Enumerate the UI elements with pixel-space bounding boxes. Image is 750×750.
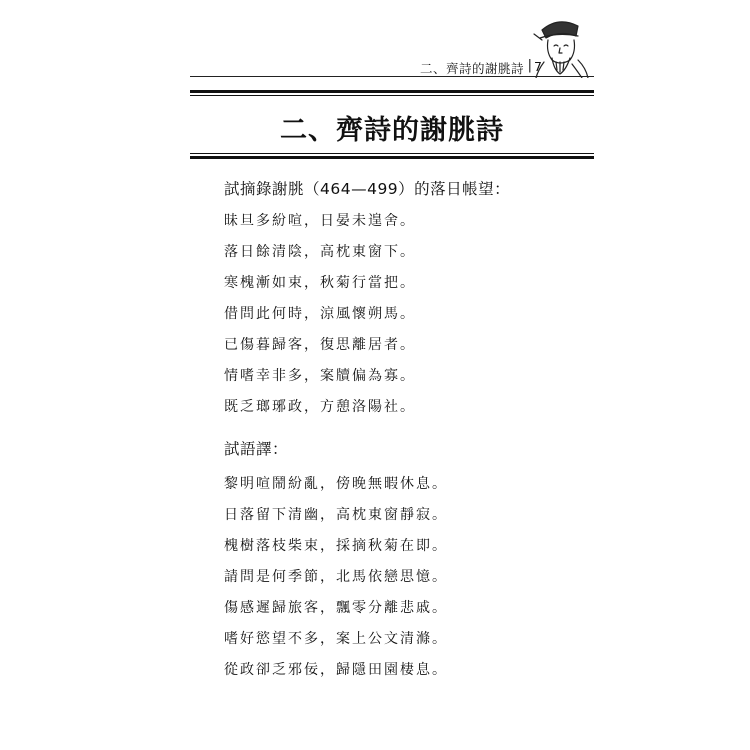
chapter-title: 二、齊詩的謝朓詩 [280, 115, 504, 146]
translation-line: 從政卻乏邪佞，歸隱田園棲息。 [224, 662, 448, 678]
poem-original [224, 206, 416, 423]
translation-line: 傷感遲歸旅客，飄零分離悲戚。 [224, 600, 448, 616]
translation-line: 嗜好慾望不多，案上公文清滌。 [224, 631, 448, 647]
poem-line: 既乏瑯琊政，方憩洛陽社。 [224, 399, 416, 415]
poem-line: 情嗜幸非多，案牘偏為寡。 [224, 368, 416, 384]
poem-line: 昧旦多紛喧，日晏未遑舍。 [224, 213, 416, 229]
running-separator: | [527, 58, 532, 73]
poem-line: 落日餘清陰，高枕東窗下。 [224, 244, 416, 260]
page-number: 7 [534, 59, 542, 74]
poem-line: 借問此何時，涼風懷朔馬。 [224, 306, 416, 322]
translation-line: 日落留下清幽，高枕東窗靜寂。 [224, 507, 448, 523]
poem-line: 寒槐漸如束，秋菊行當把。 [224, 275, 416, 291]
title-rule-top-thick [190, 90, 594, 93]
title-rule-top-thin [190, 95, 594, 96]
translation-line: 請問是何季節，北馬依戀思憶。 [224, 569, 448, 585]
title-rule-bottom-thin [190, 153, 594, 154]
translation-line: 槐樹落枝柴束，採摘秋菊在即。 [224, 538, 448, 554]
translation-line: 黎明喧鬧紛亂，傍晚無暇休息。 [224, 476, 448, 492]
intro-line: 試摘錄謝朓（464—499）的落日帳望： [224, 180, 511, 198]
scholar-portrait-icon [528, 14, 594, 78]
title-rule-bottom-thick [190, 156, 594, 159]
translation-label: 試語譯： [224, 440, 289, 458]
running-title: 二、齊詩的謝朓詩 [419, 61, 524, 76]
poem-translation [224, 469, 448, 686]
poem-line: 已傷暮歸客，復思離居者。 [224, 337, 416, 353]
